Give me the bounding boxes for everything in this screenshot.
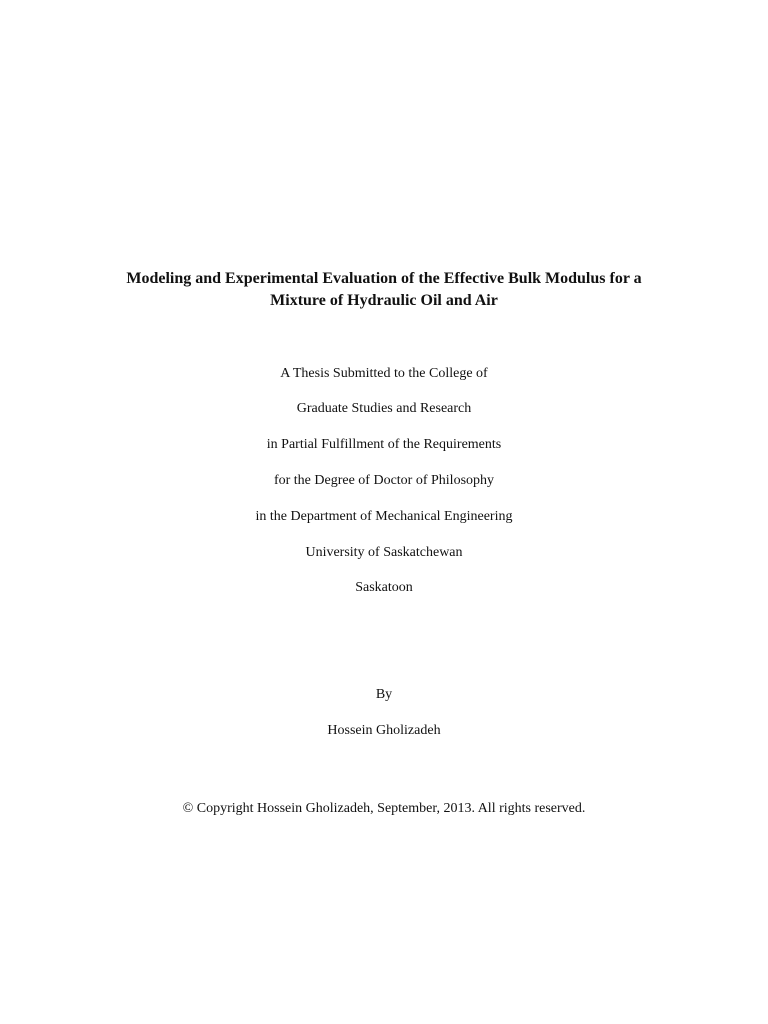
thesis-title-line-1: Modeling and Experimental Evaluation of the Effective Bulk Modulus for a: [126, 270, 642, 287]
submission-line-2: Graduate Studies and Research: [296, 401, 472, 416]
submission-line-5: in the Department of Mechanical Engineering: [255, 509, 513, 524]
thesis-title-line-2: Mixture of Hydraulic Oil and Air: [270, 292, 498, 309]
submission-line-4: for the Degree of Doctor of Philosophy: [273, 473, 495, 488]
by-label: By: [375, 687, 393, 702]
city-name: Saskatoon: [355, 580, 413, 595]
submission-line-3: in Partial Fulfillment of the Requirements: [266, 437, 502, 452]
submission-line-1: A Thesis Submitted to the College of: [280, 366, 488, 381]
author-name: Hossein Gholizadeh: [327, 723, 441, 738]
university-name: University of Saskatchewan: [305, 545, 463, 560]
copyright-notice: © Copyright Hossein Gholizadeh, September, 2013. All rights reserved.: [182, 801, 586, 816]
